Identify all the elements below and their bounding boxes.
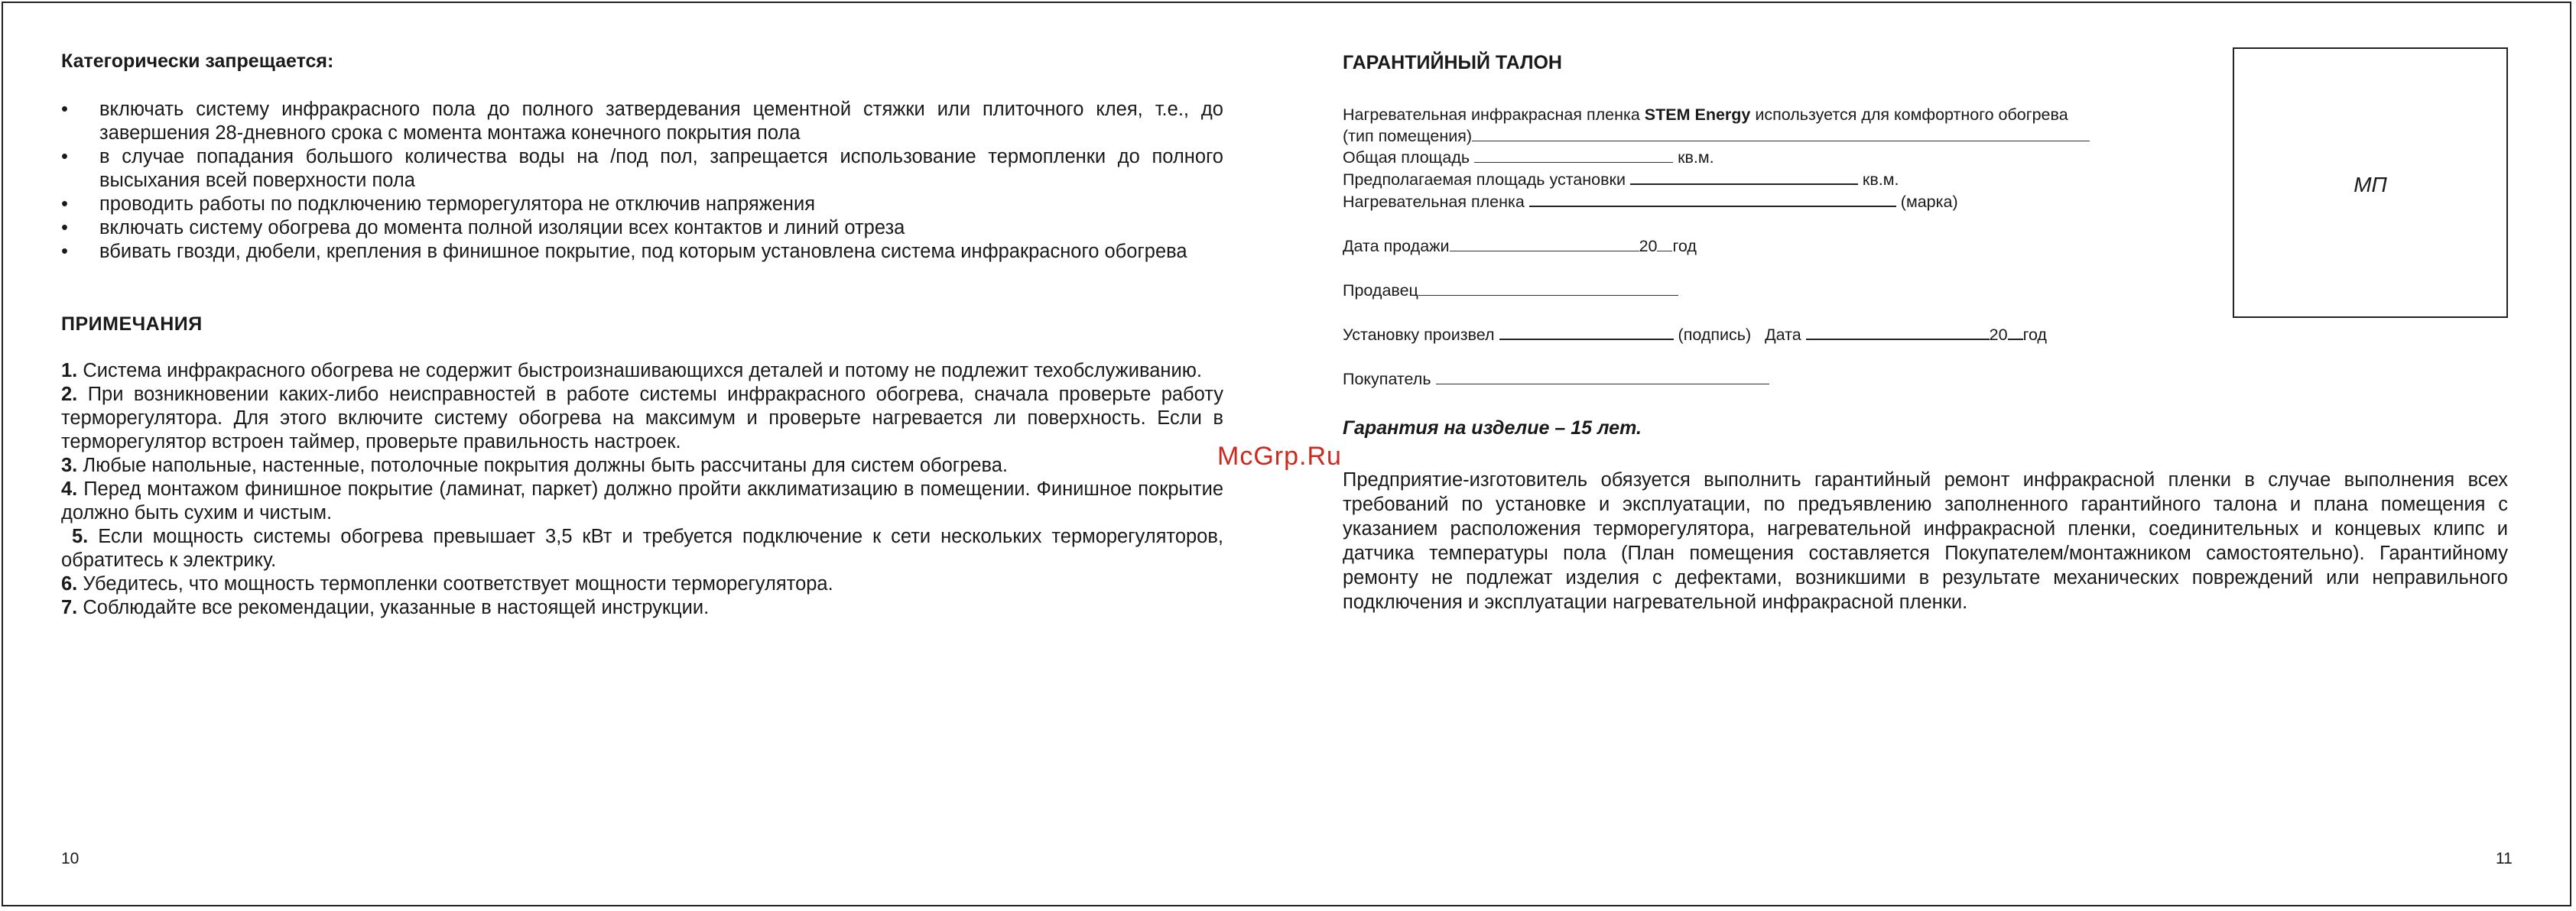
total-area-row: Общая площадь кв.м.: [1343, 148, 1714, 167]
bullet-icon: •: [61, 217, 68, 238]
list-item: 4. Перед монтажом финишное покрытие (ламинат, паркет) должно пройти акклиматизацию в помещении. Финишное покрытие должно быть сухим и чистым.: [61, 478, 1223, 524]
bullet-icon: •: [61, 146, 68, 167]
list-item: • включать систему обогрева до момента полной изоляции всех контактов и линий отреза: [61, 217, 905, 238]
sale-year-field[interactable]: [1657, 237, 1672, 251]
room-type-field[interactable]: [1472, 127, 2090, 141]
watermark: McGrp.Ru: [1217, 442, 1342, 471]
brand-name: STEM Energy: [1644, 105, 1751, 124]
stamp-box: [2233, 47, 2508, 318]
list-item: 1. Система инфракрасного обогрева не содержит быстроизнашивающихся деталей и потому не подлежит техобслуживанию.: [61, 360, 1202, 381]
notes-list: [61, 359, 1223, 620]
page-number-left: 10: [61, 850, 80, 867]
warranty-card-heading: ГАРАНТИЙНЫЙ ТАЛОН: [1343, 52, 1562, 73]
installer-row: Установку произвел (подпись) Дата 20 год: [1343, 326, 2047, 344]
buyer-row: Покупатель: [1343, 368, 1769, 390]
list-item: 5. Если мощность системы обогрева превышает 3,5 кВт и требуется подключение к сети нескольких терморегуляторов, обратитесь к электрику.: [61, 526, 1223, 571]
install-year-field[interactable]: [2008, 325, 2023, 340]
list-item: • в случае попадания большого количества воды на /под пол, запрещается использование термопленки до полного высыхания всей поверхности пола: [61, 146, 1223, 191]
prohibitions-list: [61, 98, 1223, 264]
list-item: 3. Любые напольные, настенные, потолочные покрытия должны быть рассчитаны для систем обогрева.: [61, 455, 1008, 476]
list-item: 6. Убедитесь, что мощность термопленки соответствует мощности терморегулятора.: [61, 573, 833, 595]
right-page: [1343, 0, 2513, 911]
notes-heading: ПРИМЕЧАНИЯ: [61, 313, 203, 335]
bullet-icon: •: [61, 241, 68, 262]
sale-date-field[interactable]: [1450, 237, 1639, 251]
warranty-text: Предприятие-изготовитель обязуется выполнить гарантийный ремонт инфракрасной пленки в случае выполнения всех требований по установке и эксплуатации, по предъявлению заполненного гарантийного талона и плана помещения с указанием расположения терморегулятора, нагревательной инфракрасной пленки, соединительных и концевых клипс и датчика температуры пола (План помещения составляется Покупателем/монтажником самостоятельно). Гарантийному ремонту не подлежат изделия с дефектами, возникшими в результате механических повреждений или неправильного подключения и эксплуатации нагревательной инфракрасной пленки.: [1343, 469, 2508, 613]
list-item: • вбивать гвозди, дюбели, крепления в финишное покрытие, под которым установлена система инфракрасного обогрева: [61, 241, 1187, 262]
sale-date-row: Дата продажи 20 год: [1343, 237, 1697, 255]
list-item: 2. При возникновении каких-либо неисправностей в работе системы инфракрасного обогрева, сначала проверьте работу терморегулятора. Для этого включите систему обогрева на максимум и проверьте нагревается ли поверхность. Если в терморегулятор встроен таймер, проверьте правильность настроек.: [61, 384, 1223, 452]
seller-row: Продавец: [1343, 280, 1678, 301]
film-brand-field[interactable]: [1529, 192, 1896, 207]
page-number-right: 11: [2496, 850, 2513, 867]
install-date-field[interactable]: [1806, 325, 1990, 340]
warranty-title: Гарантия на изделие – 15 лет.: [1343, 417, 1642, 439]
list-item: • включать систему инфракрасного пола до полного затвердевания цементной стяжки или плиточного клея, т.е., до завершения 28-дневного срока с момента монтажа конечного покрытия пола: [61, 99, 1223, 144]
room-type-row: (тип помещения): [1343, 125, 2090, 147]
heating-film-row: Нагревательная пленка (марка): [1343, 193, 1958, 211]
total-area-field[interactable]: [1474, 148, 1673, 163]
list-item: 7. Соблюдайте все рекомендации, указанные в настоящей инструкции.: [61, 597, 710, 618]
install-area-field[interactable]: [1630, 170, 1858, 185]
buyer-field[interactable]: [1436, 370, 1769, 384]
seller-field[interactable]: [1418, 281, 1678, 296]
bullet-icon: •: [61, 193, 68, 215]
left-page: [61, 0, 1223, 911]
installer-field[interactable]: [1499, 325, 1674, 340]
bullet-icon: •: [61, 99, 68, 120]
film-line: Нагревательная инфракрасная пленка STEM Energy используется для комфортного обогрева: [1343, 105, 2068, 124]
list-item: • проводить работы по подключению терморегулятора не отключив напряжения: [61, 193, 816, 215]
install-area-row: Предполагаемая площадь установки кв.м.: [1343, 170, 1899, 189]
prohibitions-heading: Категорически запрещается:: [61, 50, 334, 72]
stamp-label: МП: [2353, 173, 2387, 196]
